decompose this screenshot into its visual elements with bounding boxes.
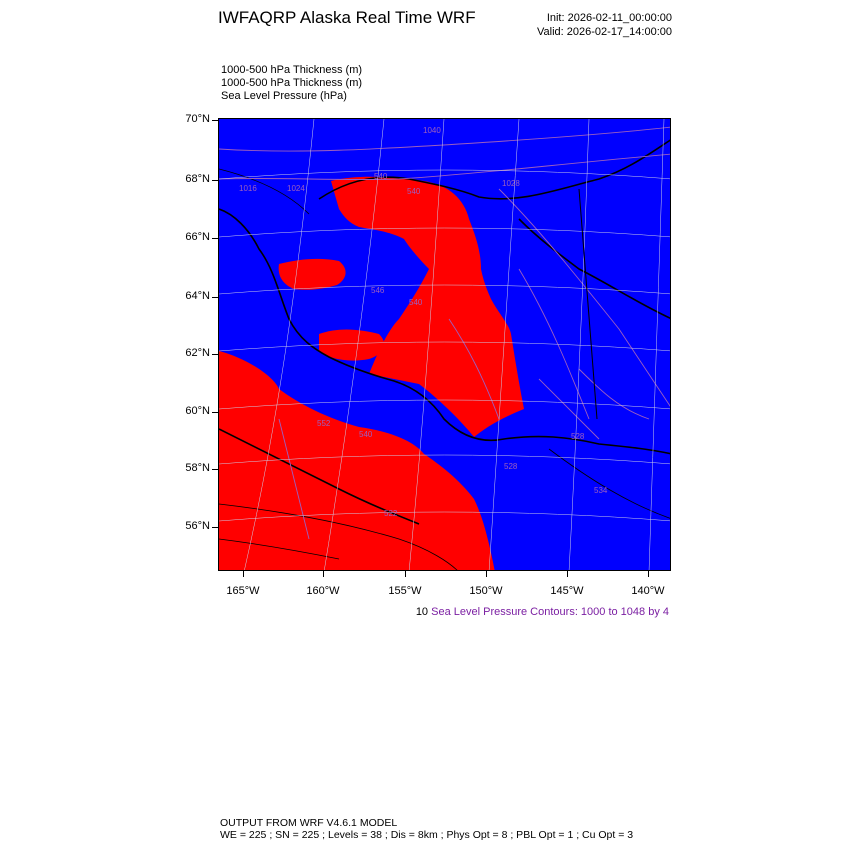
model-info-line2: WE = 225 ; SN = 225 ; Levels = 38 ; Dis = 8km ; Phys Opt = 8 ; PBL Opt = 1 ; Cu Opt = 3: [220, 829, 634, 841]
lon-tick: [405, 571, 406, 577]
lat-label: 70°N: [185, 113, 210, 125]
contour-label: 540: [407, 187, 421, 196]
contour-label: 540: [359, 430, 373, 439]
lat-label: 66°N: [185, 231, 210, 243]
chart-title: IWFAQRP Alaska Real Time WRF: [218, 8, 476, 27]
contour-label: 522: [384, 509, 398, 518]
warm-airmass-west: [279, 259, 346, 290]
lon-tick: [486, 571, 487, 577]
lat-tick: [212, 120, 218, 121]
lon-label: 140°W: [631, 585, 665, 597]
init-time: Init: 2026-02-11_00:00:00: [546, 12, 672, 24]
contour-info: [416, 606, 669, 618]
contour-label: 546: [371, 286, 385, 295]
contour-label: 552: [317, 419, 331, 428]
lat-tick: [212, 412, 218, 413]
lat-tick: [212, 469, 218, 470]
valid-time: Valid: 2026-02-17_14:00:00: [537, 26, 672, 38]
lat-tick: [212, 354, 218, 355]
lon-label: 165°W: [226, 585, 260, 597]
lat-label: 62°N: [185, 347, 210, 359]
contour-label: 534: [594, 486, 608, 495]
lat-label: 64°N: [185, 290, 210, 302]
lat-label: 56°N: [185, 520, 210, 532]
lon-tick: [648, 571, 649, 577]
contour-label: 540: [409, 298, 423, 307]
contour-info-number: 10: [415, 606, 429, 618]
lat-tick: [212, 527, 218, 528]
warm-airmass-peninsula: [319, 329, 384, 360]
lon-tick: [243, 571, 244, 577]
map-plot: [218, 118, 671, 571]
lat-tick: [212, 180, 218, 181]
lat-label: 58°N: [185, 462, 210, 474]
lon-label: 155°W: [388, 585, 422, 597]
contour-info-text: Sea Level Pressure Contours: 1000 to 1048 by 4: [431, 606, 669, 618]
lon-tick: [567, 571, 568, 577]
lon-label: 160°W: [306, 585, 340, 597]
lat-tick: [212, 238, 218, 239]
contour-label: 1028: [502, 179, 520, 188]
lat-label: 60°N: [185, 405, 210, 417]
lat-tick: [212, 297, 218, 298]
lon-label: 145°W: [550, 585, 584, 597]
field-label-slp: Sea Level Pressure (hPa): [221, 90, 347, 102]
contour-label: 540: [374, 172, 388, 181]
contour-label: 528: [571, 432, 585, 441]
map-canvas: [219, 119, 671, 571]
lon-label: 150°W: [469, 585, 503, 597]
model-info-line1: OUTPUT FROM WRF V4.6.1 MODEL: [220, 817, 398, 829]
contour-label: 528: [504, 462, 518, 471]
contour-label: 1024: [287, 184, 305, 193]
lat-label: 68°N: [185, 173, 210, 185]
field-label-thickness-1: 1000-500 hPa Thickness (m): [221, 64, 363, 76]
contour-label: 1016: [239, 184, 257, 193]
contour-label: 1040: [423, 126, 441, 135]
lon-tick: [323, 571, 324, 577]
field-label-thickness-2: 1000-500 hPa Thickness (m): [221, 77, 363, 89]
